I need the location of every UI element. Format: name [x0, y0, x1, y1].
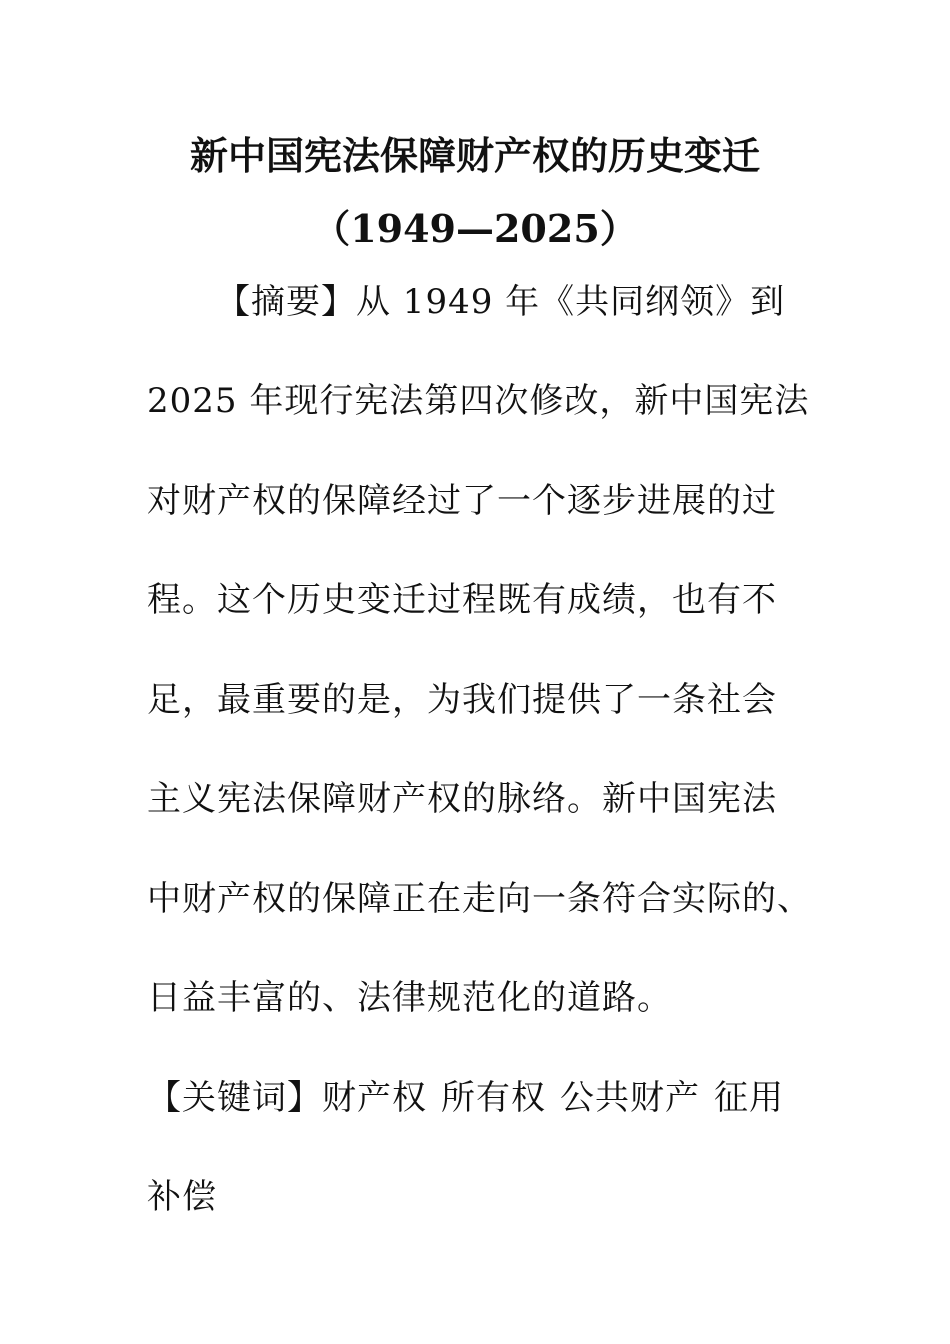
keyword: 财产权: [322, 1078, 427, 1118]
abstract-line: 主义宪法保障财产权的脉络。新中国宪法: [147, 779, 777, 819]
keyword: 所有权: [441, 1078, 546, 1118]
keywords-line: [147, 1076, 784, 1120]
abstract-line: 【摘要】从 1949 年《共同纲领》到: [216, 282, 786, 322]
keyword: 补偿: [147, 1177, 217, 1217]
abstract-line: 2025 年现行宪法第四次修改，新中国宪法: [147, 381, 810, 421]
keywords-label: 【关键词】: [147, 1078, 322, 1118]
keyword: 公共财产: [560, 1078, 700, 1118]
document-subtitle: （1949—2025）: [312, 206, 638, 251]
abstract-line: 对财产权的保障经过了一个逐步进展的过: [147, 481, 777, 521]
keyword: 征用: [714, 1078, 784, 1118]
abstract-line: 程。这个历史变迁过程既有成绩，也有不: [147, 580, 777, 620]
document-title: 新中国宪法保障财产权的历史变迁: [189, 133, 760, 178]
abstract-line: 中财产权的保障正在走向一条符合实际的、: [147, 879, 812, 919]
abstract-line: 日益丰富的、法律规范化的道路。: [147, 978, 672, 1018]
abstract-line: 足，最重要的是，为我们提供了一条社会: [147, 680, 777, 720]
